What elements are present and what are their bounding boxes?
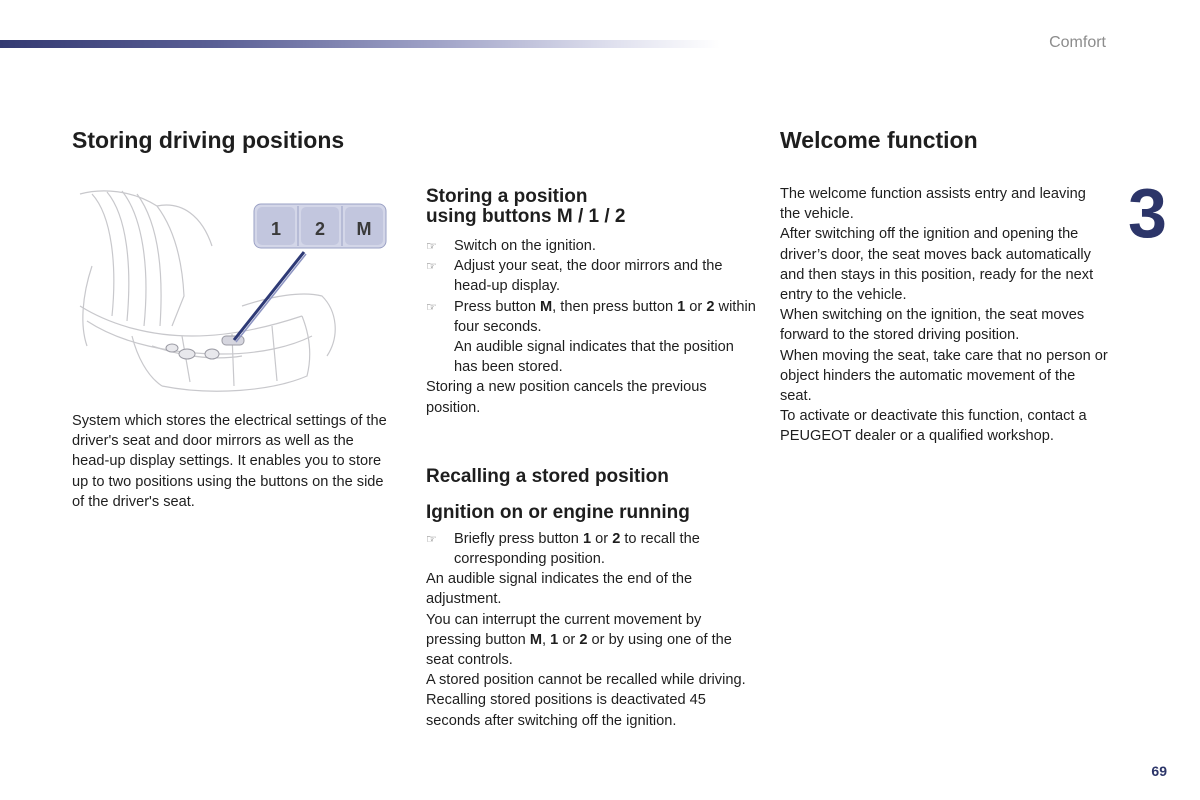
list-item: ☞ Press button M, then press button 1 or 2 within four seconds. — [426, 298, 756, 335]
list-item: ☞ Briefly press button 1 or 2 to recall the corresponding position. — [426, 530, 700, 568]
middle-column — [426, 187, 758, 731]
store-confirmation-note: An audible signal indicates that the position has been stored. — [454, 339, 734, 376]
recall-end-signal-text: An audible signal indicates the end of the adjustment. — [426, 571, 693, 608]
hand-pointer-icon: ☞ — [426, 239, 437, 253]
memory-button-1-label: 1 — [270, 219, 282, 239]
storing-position-title — [426, 187, 758, 227]
welcome-activation-text: To activate or deactivate this function, contact a PEUGEOT dealer or a qualified workshop. — [780, 408, 1087, 445]
recalling-position-title: Recalling a stored position — [426, 465, 669, 487]
page-number: 69 — [1151, 763, 1167, 779]
right-column — [780, 184, 1110, 447]
figure-caption: System which stores the electrical settings of the driver's seat and door mirrors as well as the head-up display settings. It enables you to store up to two positions using the buttons on the side of the driver's seat. — [72, 413, 387, 510]
recall-deactivation-text: Recalling stored positions is deactivated 45 seconds after switching off the ignition. — [426, 692, 706, 729]
ignition-on-subtitle: Ignition on or engine running — [426, 501, 690, 523]
memory-button-m-label: M — [356, 219, 372, 239]
header-gradient-bar — [0, 40, 720, 48]
welcome-seat-back-text: After switching off the ignition and opening the driver’s door, the seat moves back automatically and then stays in this position, ready for the next entry to the vehicle. — [780, 226, 1094, 304]
storing-driving-positions-title: Storing driving positions — [72, 127, 345, 153]
recall-interrupt-text: You can interrupt the current movement by pressing button M, 1 or 2 or by using one of the seat controls. — [426, 611, 732, 669]
storing-position-title-line2: using buttons M / 1 / 2 — [426, 206, 626, 227]
hand-pointer-icon: ☞ — [426, 531, 437, 546]
welcome-intro-text: The welcome function assists entry and leaving the vehicle. — [780, 186, 1086, 223]
seat-illustration-icon — [72, 186, 390, 404]
recall-while-driving-text: A stored position cannot be recalled while driving. — [426, 672, 746, 689]
hand-pointer-icon: ☞ — [426, 259, 437, 274]
memory-button-2-label: 2 — [314, 219, 326, 239]
welcome-function-title: Welcome function — [780, 127, 978, 153]
store-overwrite-note: Storing a new position cancels the previous position. — [426, 379, 707, 416]
storing-position-title-line1: Storing a position — [426, 186, 588, 207]
hand-pointer-icon: ☞ — [426, 299, 437, 314]
recall-steps-list — [426, 529, 758, 569]
storing-steps-list — [426, 236, 758, 337]
welcome-safety-text: When moving the seat, take care that no person or object hinders the automatic movement of the seat. — [780, 347, 1108, 405]
left-caption-column — [72, 411, 394, 512]
list-item: ☞ Adjust your seat, the door mirrors and the head-up display. — [426, 258, 723, 295]
welcome-seat-forward-text: When switching on the ignition, the seat moves forward to the stored driving position. — [780, 307, 1085, 344]
section-label: Comfort — [1049, 34, 1106, 51]
seat-memory-buttons-illustration — [72, 186, 390, 404]
list-item: ☞ Switch on the ignition. — [426, 236, 758, 256]
chapter-number: 3 — [1128, 174, 1165, 252]
